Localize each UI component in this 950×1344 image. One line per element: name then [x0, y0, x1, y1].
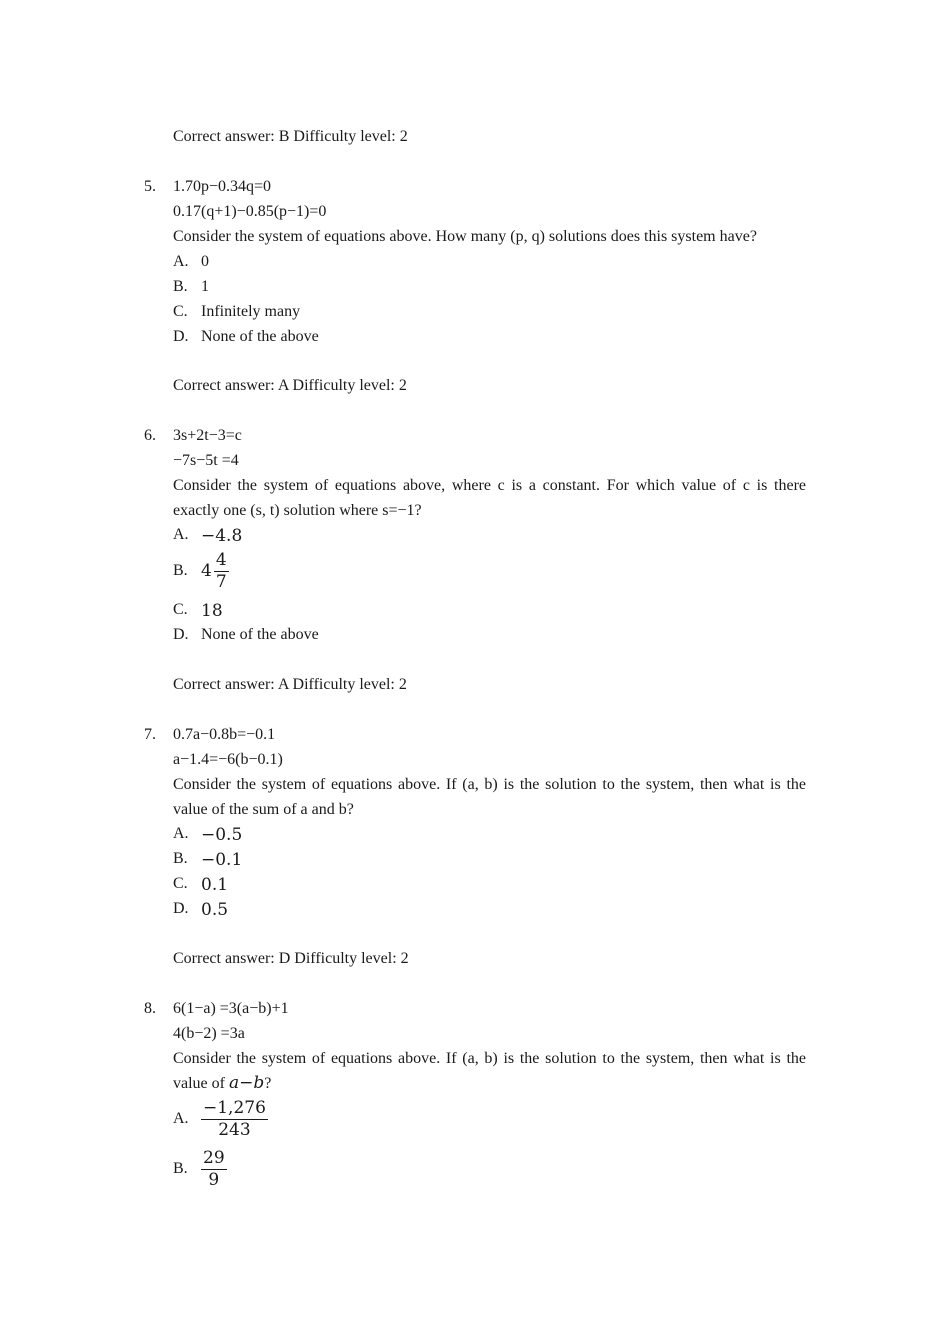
- option-letter: B.: [173, 1160, 188, 1177]
- q7-question-line-2: value of the sum of a and b?: [173, 801, 354, 818]
- question-text: value of: [173, 1075, 229, 1092]
- q6-equation-2: −7s−5t =4: [173, 452, 239, 469]
- q7-equation-1: 0.7a−0.8b=−0.1: [173, 726, 276, 743]
- q7-number: 7.: [144, 726, 156, 743]
- option-value: [201, 1098, 268, 1141]
- option-value: −0.1: [201, 850, 243, 870]
- q6-question-line-1: Consider the system of equations above, where c is a constant. For which value of c is there: [173, 477, 806, 494]
- option-value: −4.8: [201, 526, 243, 546]
- option-value: Infinitely many: [201, 303, 301, 320]
- fraction-numerator: −1,276: [203, 1098, 266, 1118]
- option-letter: B.: [173, 850, 188, 867]
- q6-answer-line: Correct answer: A Difficulty level: 2: [173, 676, 407, 693]
- q5-equation-1: 1.70p−0.34q=0: [173, 178, 272, 195]
- option-letter: C.: [173, 875, 188, 892]
- mixed-number-whole: 4: [201, 561, 212, 581]
- option-value: 0.1: [201, 875, 229, 895]
- option-value: −0.5: [201, 825, 243, 845]
- option-value: [201, 550, 229, 593]
- option-value: 18: [201, 601, 223, 621]
- q5-question: Consider the system of equations above. How many (p, q) solutions does this system have?: [173, 228, 757, 245]
- option-letter: A.: [173, 825, 189, 842]
- q6-equation-1: 3s+2t−3=c: [173, 427, 242, 444]
- fraction-denominator: 243: [218, 1120, 251, 1140]
- option-value: 0.5: [201, 900, 229, 920]
- fraction-numerator: 4: [215, 550, 227, 570]
- option-letter: A.: [173, 1110, 189, 1127]
- q8-equation-1: 6(1−a) =3(a−b)+1: [173, 1000, 289, 1017]
- q5-number: 5.: [144, 178, 156, 195]
- fraction-numerator: 29: [203, 1148, 225, 1168]
- option-letter: A.: [173, 526, 189, 543]
- q7-answer-line: Correct answer: D Difficulty level: 2: [173, 950, 409, 967]
- option-letter: A.: [173, 253, 189, 270]
- option-value: None of the above: [201, 328, 319, 345]
- fraction: [214, 550, 229, 593]
- option-value: 0: [201, 253, 209, 270]
- q5-equation-2: 0.17(q+1)−0.85(p−1)=0: [173, 203, 327, 220]
- option-letter: B.: [173, 562, 188, 579]
- option-value: 1: [201, 278, 209, 295]
- q8-number: 8.: [144, 1000, 156, 1017]
- fraction: [201, 1098, 268, 1141]
- inline-math: a−b: [228, 1073, 265, 1093]
- q6-number: 6.: [144, 427, 156, 444]
- option-letter: B.: [173, 278, 188, 295]
- fraction: [201, 1148, 227, 1191]
- option-letter: D.: [173, 328, 189, 345]
- q8-question-line-1: Consider the system of equations above. If (a, b) is the solution to the system, then what is the: [173, 1050, 806, 1067]
- q8-equation-2: 4(b−2) =3a: [173, 1025, 245, 1042]
- option-value: [201, 1148, 227, 1191]
- option-letter: D.: [173, 626, 189, 643]
- q7-equation-2: a−1.4=−6(b−0.1): [173, 751, 283, 768]
- q6-question-line-2: exactly one (s, t) solution where s=−1?: [173, 502, 422, 519]
- question-text: ?: [264, 1075, 272, 1092]
- option-letter: D.: [173, 900, 189, 917]
- option-value: None of the above: [201, 626, 319, 643]
- q5-answer-line: Correct answer: A Difficulty level: 2: [173, 377, 407, 394]
- fraction-denominator: 7: [215, 572, 227, 592]
- option-letter: C.: [173, 601, 188, 618]
- fraction-denominator: 9: [208, 1170, 220, 1190]
- q7-question-line-1: Consider the system of equations above. If (a, b) is the solution to the system, then what is the: [173, 776, 806, 793]
- q4-answer-line: Correct answer: B Difficulty level: 2: [173, 128, 408, 145]
- q8-question-line-2: [173, 1071, 806, 1096]
- option-letter: C.: [173, 303, 188, 320]
